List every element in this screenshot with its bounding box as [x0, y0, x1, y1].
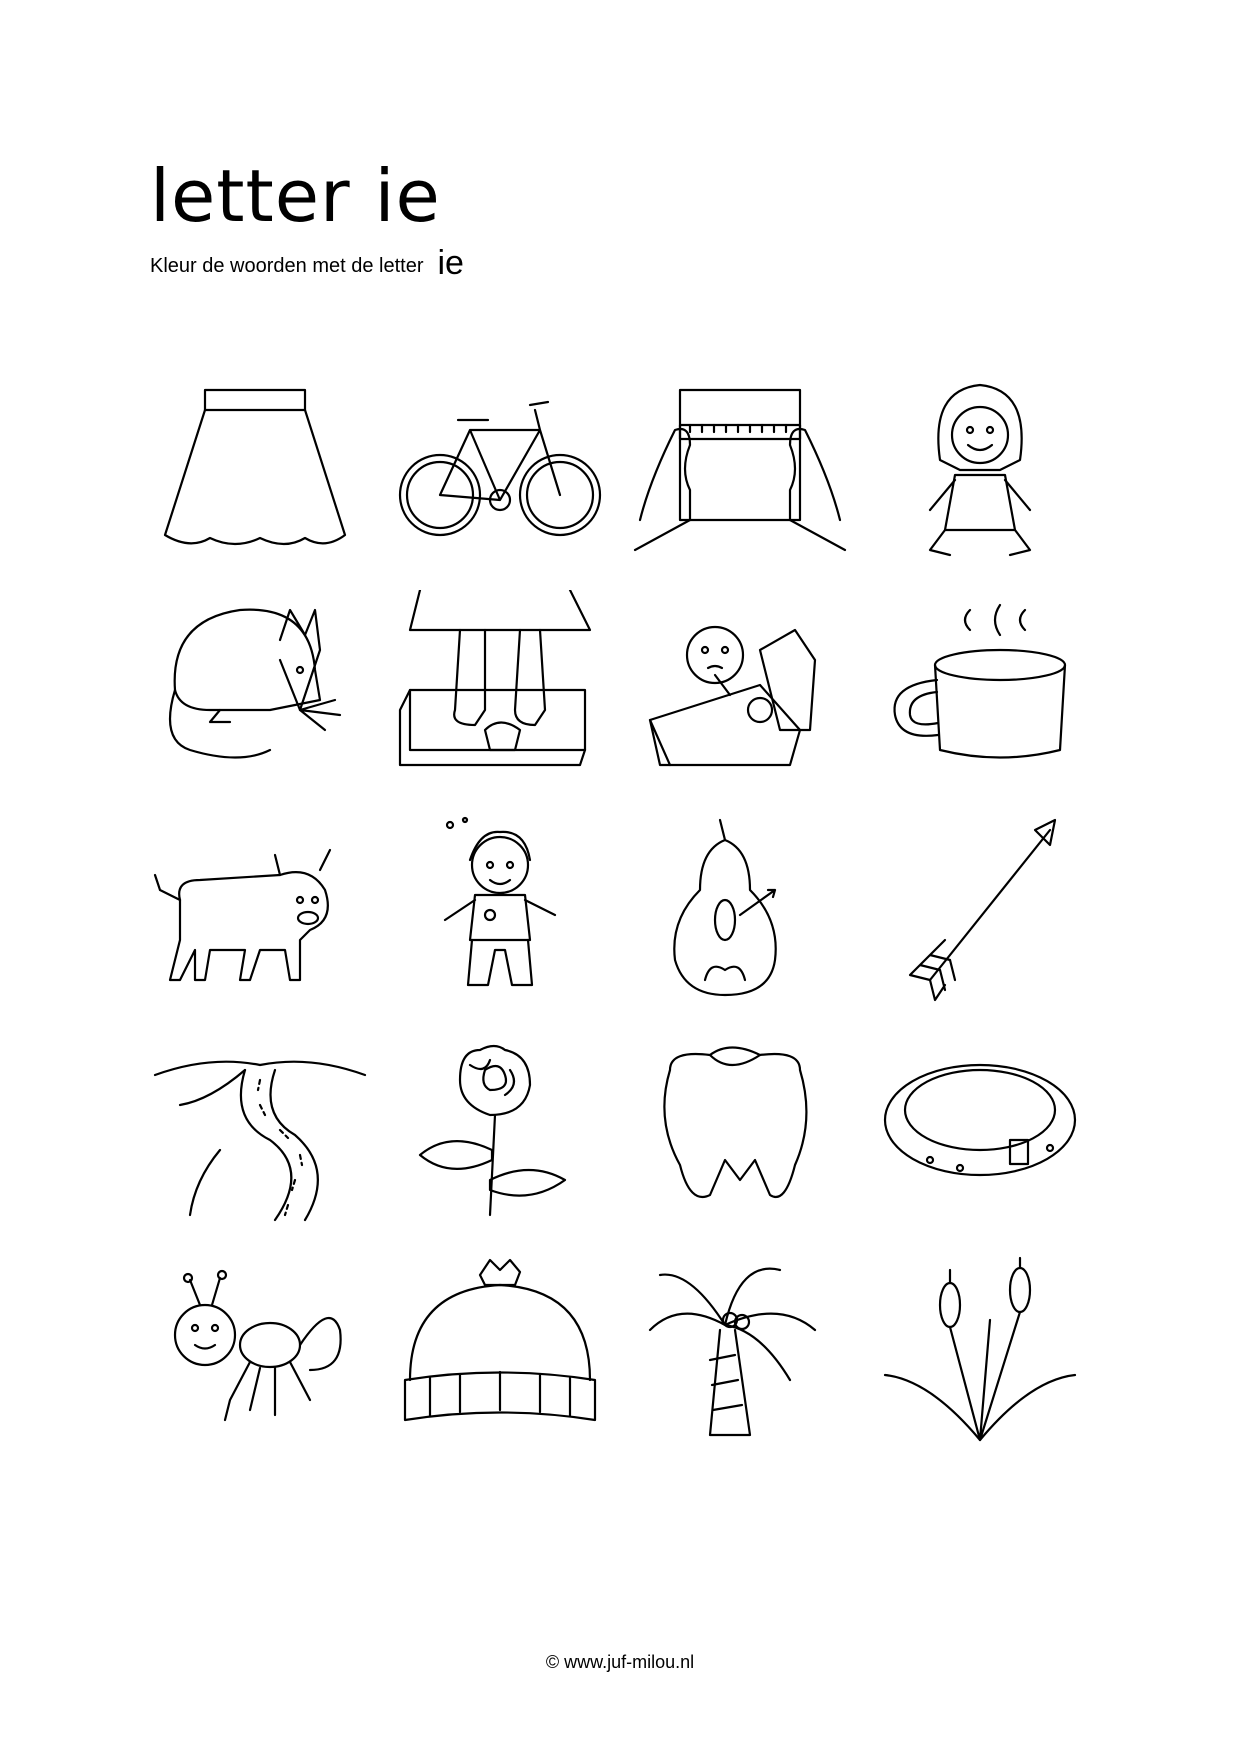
- arrow-icon[interactable]: [870, 810, 1090, 1020]
- rat-icon[interactable]: [150, 590, 370, 800]
- bicycle-icon[interactable]: [390, 370, 610, 580]
- footer-copyright: © www.juf-milou.nl: [545, 1652, 695, 1672]
- instruction: [150, 244, 464, 282]
- pear-icon[interactable]: [630, 810, 850, 1020]
- instruction-text: Kleur de woorden met de letter: [150, 255, 424, 277]
- picture-grid: [150, 370, 1090, 1480]
- palm-tree-icon[interactable]: [630, 1250, 850, 1460]
- instruction-letters: ie: [437, 244, 464, 282]
- road-icon[interactable]: [150, 1030, 370, 1240]
- sick-child-icon[interactable]: [630, 590, 850, 800]
- doll-icon[interactable]: [870, 370, 1090, 580]
- mug-icon[interactable]: [870, 590, 1090, 800]
- tooth-icon[interactable]: [630, 1030, 850, 1240]
- reed-icon[interactable]: [870, 1250, 1090, 1460]
- page-title: letter ie: [150, 154, 441, 238]
- hat-icon[interactable]: [390, 1250, 610, 1460]
- scale-icon[interactable]: [390, 590, 610, 800]
- dirty-boy-icon[interactable]: [390, 810, 610, 1020]
- cow-icon[interactable]: [150, 810, 370, 1020]
- ant-icon[interactable]: [150, 1250, 370, 1460]
- collar-icon[interactable]: [870, 1030, 1090, 1240]
- measuring-paper-icon[interactable]: [630, 370, 850, 580]
- skirt-icon[interactable]: [150, 370, 370, 580]
- rose-icon[interactable]: [390, 1030, 610, 1240]
